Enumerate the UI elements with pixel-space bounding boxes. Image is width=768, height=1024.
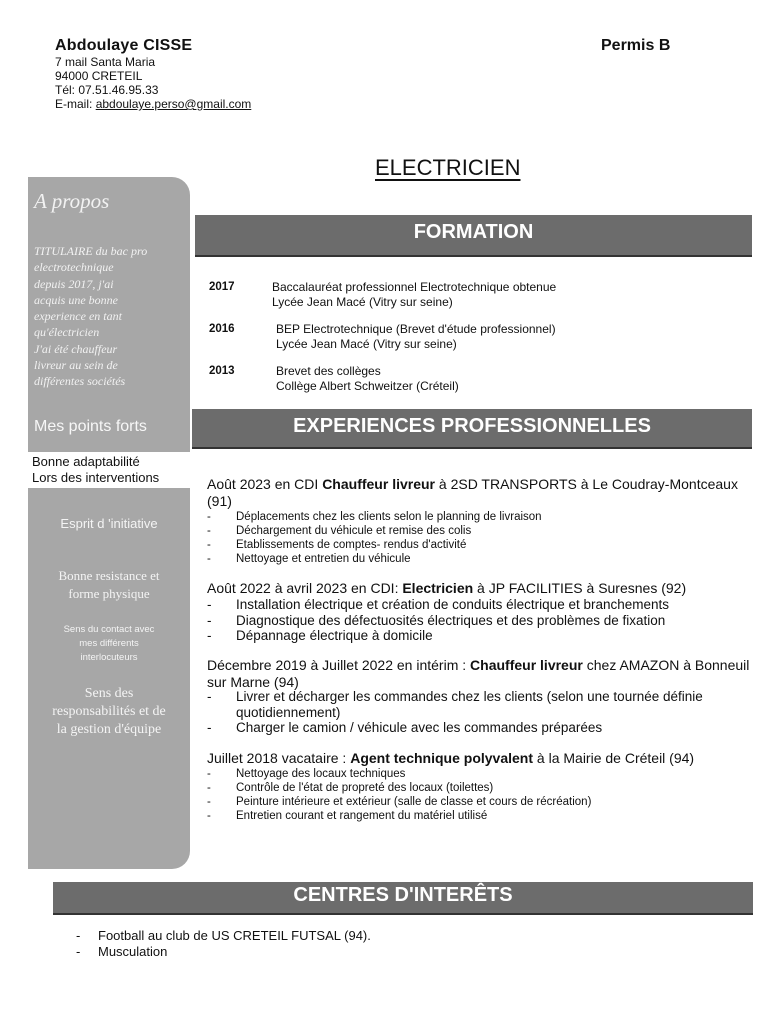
list-item: - Musculation xyxy=(76,944,371,960)
address-line1: 7 mail Santa Maria xyxy=(55,55,156,69)
list-item: - Diagnostique des défectuosités électriques et des problèmes de fixation xyxy=(207,613,669,629)
formation-school: Collège Albert Schweitzer (Créteil) xyxy=(276,379,459,393)
job-tasks xyxy=(207,597,669,644)
job-tasks xyxy=(207,510,542,566)
job-role: Electricien xyxy=(402,580,474,596)
strength-line: Sens des xyxy=(84,686,134,701)
about-text xyxy=(34,243,184,390)
job-employer: à la Mairie de Créteil (94) xyxy=(533,750,695,766)
about-line: experience en tant xyxy=(34,309,122,324)
about-title: A propos xyxy=(34,189,110,213)
job-role: Chauffeur livreur xyxy=(322,476,435,492)
list-item: - Entretien courant et rangement du matériel utilisé xyxy=(207,809,591,823)
job-period: Août 2022 à avril 2023 en CDI: xyxy=(207,580,403,596)
list-item: - Nettoyage et entretien du véhicule xyxy=(207,552,542,566)
job-employer: à JP FACILITIES à Suresnes (92) xyxy=(473,580,687,596)
strength-line: Bonne adaptabilité xyxy=(32,454,140,469)
job-heading xyxy=(207,750,752,767)
job-heading xyxy=(207,580,752,597)
formation-heading: FORMATION xyxy=(195,215,752,257)
address-line2: 94000 CRETEIL xyxy=(55,69,143,83)
job-employer: à 2SD TRANSPORTS à Le Coudray-Montceaux (91) xyxy=(207,476,738,509)
about-line: TITULAIRE du bac pro xyxy=(34,244,148,258)
strength-line: Lors des interventions xyxy=(32,470,160,485)
job-role: Chauffeur livreur xyxy=(470,657,583,673)
formation-entry xyxy=(276,364,459,394)
list-item: - Livrer et décharger les commandes chez les clients (selon une tournée définie quotidiennement) xyxy=(207,689,752,720)
formation-school: Lycée Jean Macé (Vitry sur seine) xyxy=(272,295,453,309)
job-tasks xyxy=(207,689,752,736)
job-heading xyxy=(207,657,752,690)
list-item: - Déplacements chez les clients selon le planning de livraison xyxy=(207,510,542,524)
contact-block xyxy=(55,55,251,111)
about-line: acquis une bonne xyxy=(34,292,118,307)
candidate-name: Abdoulaye CISSE xyxy=(55,37,193,54)
formation-year: 2017 xyxy=(209,281,235,293)
strength-resistance xyxy=(28,567,190,603)
strength-line: Bonne resistance et xyxy=(58,568,160,583)
strength-line: la gestion d'équipe xyxy=(56,722,162,737)
job-period: Juillet 2018 vacataire : xyxy=(207,750,351,766)
list-item: - Charger le camion / véhicule avec les commandes préparées xyxy=(207,720,752,736)
about-line: depuis 2017, j'ai xyxy=(34,276,114,291)
formation-entry xyxy=(272,280,556,310)
email-link[interactable]: abdoulaye.perso@gmail.com xyxy=(95,97,252,111)
list-item: - Etablissements de comptes- rendus d'activité xyxy=(207,538,542,552)
job-tasks xyxy=(207,767,591,823)
experiences-heading: EXPERIENCES PROFESSIONNELLES xyxy=(192,409,752,449)
driving-license: Permis B xyxy=(601,37,671,54)
interests-list xyxy=(76,928,371,960)
phone: Tél: 07.51.46.95.33 xyxy=(55,83,159,97)
formation-entry xyxy=(276,322,556,352)
formation-diploma: Baccalauréat professionnel Electrotechnique obtenue xyxy=(272,280,557,294)
formation-year: 2016 xyxy=(209,323,235,335)
list-item: - Contrôle de l'état de propreté des locaux (toilettes) xyxy=(207,781,591,795)
sidebar xyxy=(28,177,190,869)
list-item: - Nettoyage des locaux techniques xyxy=(207,767,591,781)
email-line xyxy=(55,97,251,111)
job-title: ELECTRICIEN xyxy=(375,155,521,180)
job-period: Août 2023 en CDI xyxy=(207,476,323,492)
interests-heading: CENTRES D'INTERÊTS xyxy=(53,882,753,915)
job-period: Décembre 2019 à Juillet 2022 en intérim : xyxy=(207,657,471,673)
strength-initiative: Esprit d 'initiative xyxy=(60,516,158,531)
list-item: - Peinture intérieure et extérieur (salle de classe et cours de récréation) xyxy=(207,795,591,809)
strength-responsibility xyxy=(28,685,190,739)
strength-line: forme physique xyxy=(68,586,150,601)
formation-year: 2013 xyxy=(209,365,235,377)
list-item: - Football au club de US CRETEIL FUTSAL (94). xyxy=(76,928,371,944)
about-line: J'ai été chauffeur xyxy=(34,341,118,356)
about-line: qu'électricien xyxy=(34,325,100,340)
strength-highlight xyxy=(28,452,216,488)
strength-line: Sens du contact avec xyxy=(63,624,155,635)
formation-school: Lycée Jean Macé (Vitry sur seine) xyxy=(276,337,457,351)
job-heading xyxy=(207,476,752,509)
email-label: E-mail: xyxy=(55,97,93,111)
formation-diploma: BEP Electrotechnique (Brevet d'étude professionnel) xyxy=(276,322,556,336)
formation-diploma: Brevet des collèges xyxy=(276,364,381,378)
job-role: Agent technique polyvalent xyxy=(350,750,534,766)
job-employer: chez AMAZON à Bonneuil sur Marne (94) xyxy=(207,657,750,690)
list-item: - Déchargement du véhicule et remise des colis xyxy=(207,524,542,538)
strength-line: interlocuteurs xyxy=(80,652,138,663)
about-line: différentes sociétés xyxy=(34,374,126,389)
strengths-title: Mes points forts xyxy=(34,418,147,435)
about-line: electrotechnique xyxy=(34,260,114,275)
list-item: - Installation électrique et création de conduits électrique et branchements xyxy=(207,597,669,613)
strength-line: mes différents xyxy=(79,638,139,649)
strength-contact xyxy=(28,623,190,665)
about-line: livreur au sein de xyxy=(34,358,118,373)
list-item: - Dépannage électrique à domicile xyxy=(207,628,669,644)
strength-line: responsabilités et de xyxy=(52,704,166,719)
